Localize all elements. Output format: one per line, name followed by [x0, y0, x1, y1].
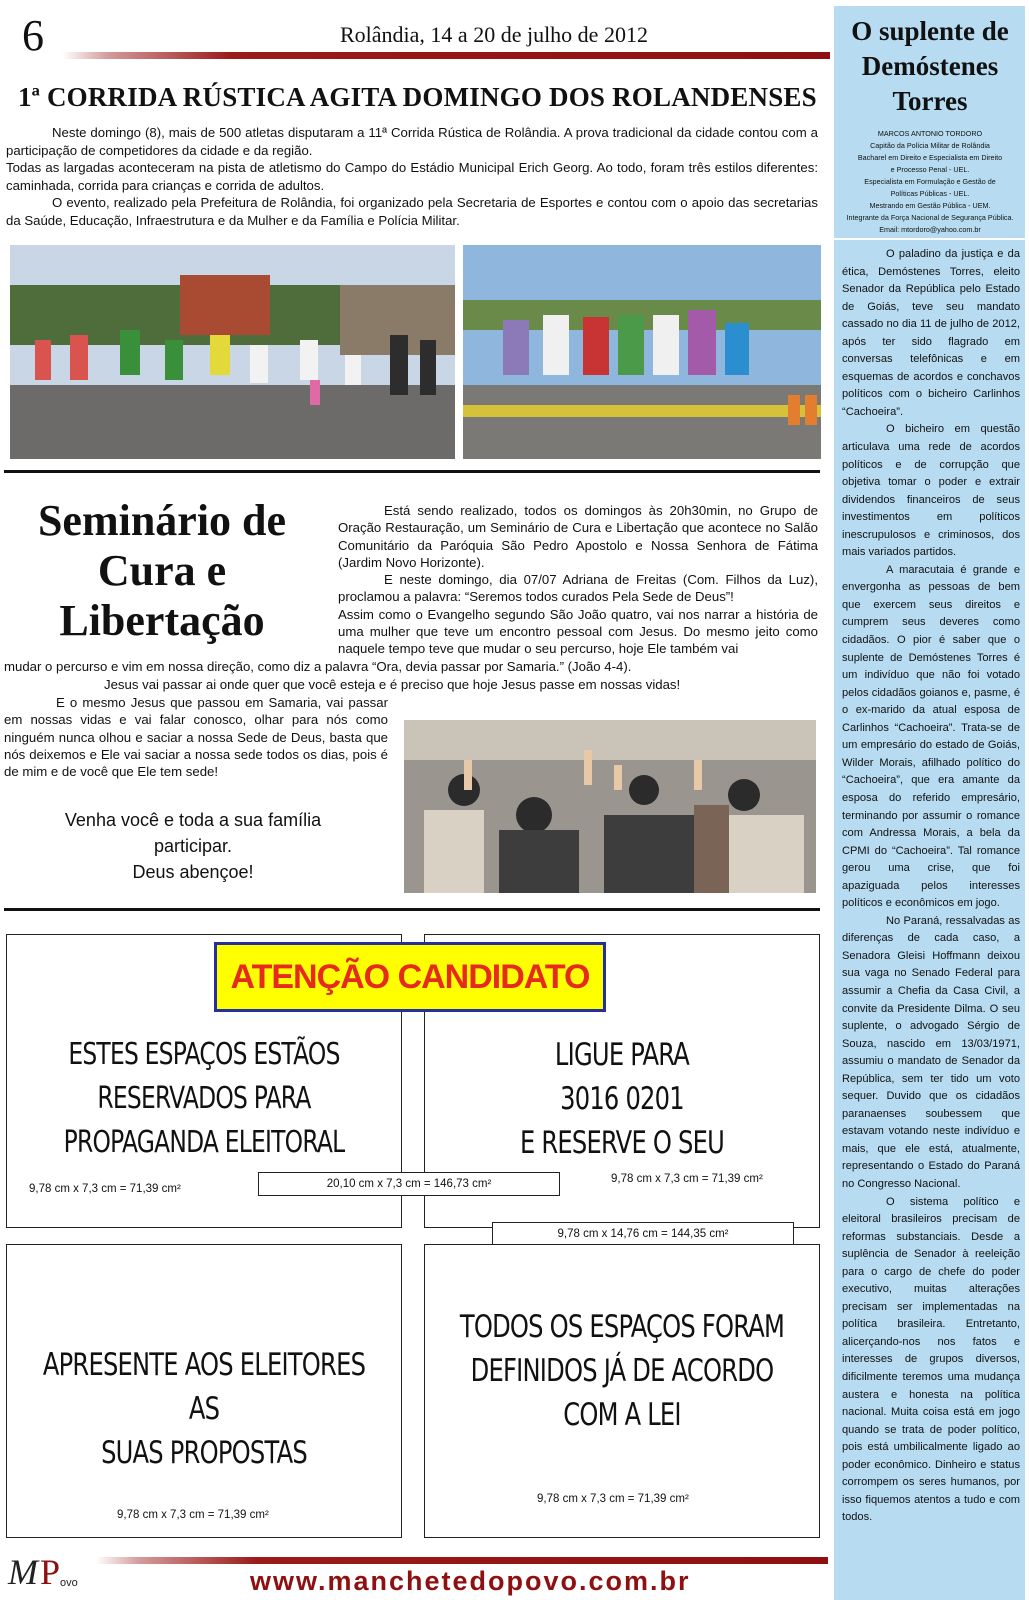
photo-children-race	[10, 245, 455, 459]
ad-box-defined-text	[453, 1305, 792, 1437]
dateline: Rolândia, 14 a 20 de julho de 2012	[340, 22, 648, 47]
sidebar-paragraph: O bicheiro em questão articulava uma rede de acordos políticos e de corrupção que objetiva tomar o poder e extrair dividendos financeiros de seus investimentos em políticos inescrupulosos e criminosos, dos mais variados partidos.	[842, 423, 1020, 559]
section-divider	[4, 470, 820, 473]
ad-tall-measure: 9,78 cm x 14,76 cm = 144,35 cm²	[492, 1222, 794, 1246]
section-divider	[4, 908, 820, 911]
byline-line: Bacharel em Direito e Especialista em Direito	[857, 153, 1003, 162]
ad-box-proposals-text	[27, 1343, 381, 1475]
attention-candidate-banner: ATENÇÃO CANDIDATO	[214, 942, 606, 1012]
article2-paragraph: Assim como o Evangelho segundo São João quatro, vai nos narrar a história de uma mulher que teve um encontro pessoal com Jesus. Do mesmo jeito como naquele tempo teve que mudar o seu percurso, hoje Ele também vai	[338, 606, 818, 657]
ad-wide-measure: 20,10 cm x 7,3 cm = 146,73 cm²	[258, 1172, 560, 1196]
ad-line: ESTES ESPAÇOS ESTÃOS	[68, 1037, 340, 1072]
ad-line: SUAS PROPOSTAS	[101, 1435, 307, 1471]
sidebar-divider	[834, 238, 1025, 240]
article2-headline-line: Seminário de	[37, 496, 287, 545]
article2-wide-paragraph: Jesus vai passar ai onde quer que você esteja e é preciso que hoje Jesus passe em nossas vidas!	[104, 677, 681, 692]
ad-box-defined-spaces	[424, 1244, 820, 1538]
sidebar-paragraph: A maracutaia é grande e envergonha as pessoas de bem que exercem seus direitos e cumprem seus deveres como cidadãos. O pior é saber que o suplente de Demóstenes Torres é um indivíduo que não foi votado pelos cidadãos goianos e, pasme, é o ex-marido da atual esposa de Carlinhos “Cachoeira”. Trata-se de um empresário do estado de Goiás, Wilder Morais, afilhado político do “Cachoeira”, que era amante da esposa do referido empresário, terminando por assumir o romance com Andressa Morais, a bela da CPMI do “Cachoeira”. Tal romance gerou uma crise, que foi apaziguada pelos interesses políticos e econômicos em jogo.	[842, 563, 1020, 910]
sidebar-paragraph: No Paraná, ressalvadas as diferenças de cada caso, a Senadora Gleisi Hoffmann deixou sua vaga no Senado Federal para assumir a Chefia da Casa Civil, a convite da Presidente Dilma. O seu suplente, o advogado Sérgio de Souza, nascido em 13/03/1971, assumiu o mandato de Senador da República, sem ter tido um voto sequer. Duvido que os cidadãos paranaenses soubessem que estavam votando neste indivíduo e mais, que ele está, atualmente, representando o Estado do Paraná no Congresso Nacional.	[842, 914, 1020, 1190]
sidebar-paragraph: O sistema político e eleitoral brasileiros precisam de reformas substanciais. Desde a suplência de Senador à reeleição para o cargo de chefe do poder executivo, muitas alterações precisam ser implementadas na política brasileira. Entretanto, alicerçando-nos nos fatos e interesses de grupos diversos, dificilmente teremos uma mudança austera e honesta na política nacional. Muita coisa está em jogo quando se trata de poder político, pois está umbilicalmente ligado ao poder econômico. Dinheiro e status corrompem os seres humanos, por isso fiquemos atentos a tudo e com todos.	[842, 1195, 1020, 1524]
byline-line: Capitão da Polícia Militar de Rolândia	[870, 141, 990, 150]
ad-line: PROPAGANDA ELEITORAL	[63, 1125, 345, 1160]
sidebar-byline	[838, 128, 1022, 236]
article1-paragraph: Todas as largadas aconteceram na pista de atletismo do Campo do Estádio Municipal Erich Georg. Ao todo, foram três estilos diferentes: caminhada, corrida para crianças e corrida de adultos.	[6, 160, 818, 193]
sidebar-paragraph: O paladino da justiça e da ética, Demóstenes Torres, eleito Senador da República pelo Estado de Goiás, teve seu mandato cassado no dia 11 de julho de 2012, após ter sido flagrado em conversas telefônicas e em esquemas de acordos e conchavos políticos com o bicheiro Carlinhos “Cachoeira”.	[842, 248, 1020, 418]
page-number: 6	[22, 11, 44, 60]
header-red-bar	[62, 52, 830, 59]
article2-paragraph: Está sendo realizado, todos os domingos às 20h30min, no Grupo de Oração Restauração, um Seminário de Cura e Libertação que acontece no Salão Comunitário da Paróquia São Pedro Apostolo e Nossa Senhora de Fátima (Jardim Novo Horizonte).	[338, 503, 818, 570]
article2-narrow-paragraph: E o mesmo Jesus que passou em Samaria, vai passar em nossas vidas e vai falar conosco, olhar para nós como ninguém nunca olhou e saciar a nossa Sede de Deus, basta que nós deixemos e Ele vai saciar a nossa sede todos os dias, pois é de mim e de você que Ele tem sede!	[4, 695, 388, 780]
byline-line: Políticas Públicas - UEL.	[890, 189, 970, 198]
sidebar-title-line: O suplente de	[851, 16, 1009, 46]
ad-line: LIGUE PARA	[554, 1037, 690, 1073]
ad-measure: 9,78 cm x 7,3 cm = 71,39 cm²	[29, 1183, 181, 1195]
ad-line: 3016 0201	[560, 1081, 684, 1117]
footer-url[interactable]: www.manchetedopovo.com.br	[250, 1566, 691, 1596]
svg-text:ovo: ovo	[60, 1577, 78, 1589]
byline-line: Especialista em Formulação e Gestão de	[864, 177, 996, 186]
article1-body	[6, 124, 818, 229]
byline-line: Mestrando em Gestão Pública - UEM.	[869, 201, 991, 210]
ad-line: E RESERVE O SEU	[519, 1125, 724, 1161]
ad-line: DEFINIDOS JÁ DE ACORDO	[470, 1353, 774, 1389]
byline-line: MARCOS ANTONIO TORDORO	[877, 129, 983, 138]
article2-wide-line: mudar o percurso e vim em nossa direção, como diz a palavra “Ora, devia passar por Samaria.” (João 4-4).	[4, 659, 632, 674]
invitation-line: Venha você e toda a sua família	[64, 810, 322, 830]
ad-line: COM A LEI	[563, 1397, 681, 1433]
ad-line: APRESENTE AOS ELEITORES AS	[42, 1347, 366, 1427]
ad-box-call-text	[468, 1033, 775, 1165]
sidebar-title-line: Demóstenes	[861, 51, 999, 81]
invitation-line: Deus abençoe!	[132, 862, 254, 882]
sidebar-title-line: Torres	[892, 86, 968, 116]
article2-headline-line: Libertação	[59, 596, 265, 645]
photo-children-race-image	[10, 245, 455, 459]
svg-text:M: M	[8, 1552, 38, 1592]
article2-invitation	[28, 807, 358, 885]
publication-logo	[6, 1546, 86, 1592]
ad-box-proposals	[6, 1244, 402, 1538]
svg-text:P: P	[40, 1552, 61, 1592]
article1-headline: 1ª CORRIDA RÚSTICA AGITA DOMINGO DOS ROLANDENSES	[18, 82, 817, 112]
article1-paragraph: O evento, realizado pela Prefeitura de Rolândia, foi organizado pela Secretaria de Esportes e contou com o apoio das secretarias da Saúde, Educação, Infraestrutura e da Mulher e da Família e Polícia Militar.	[6, 195, 818, 228]
ad-measure: 9,78 cm x 7,3 cm = 71,39 cm²	[117, 1509, 269, 1521]
byline-line: e Processo Penal - UEL.	[890, 165, 970, 174]
sidebar-body	[842, 246, 1020, 1527]
article1-paragraph: Neste domingo (8), mais de 500 atletas disputaram a 11ª Corrida Rústica de Rolândia. A prova tradicional da cidade contou com a participação de competidores da cidade e da região.	[6, 125, 818, 158]
ad-box-reserved-text	[50, 1033, 357, 1165]
photo-adult-runners-image	[463, 245, 821, 459]
photo-adult-runners	[463, 245, 821, 459]
ad-line: RESERVADOS PARA	[97, 1081, 311, 1116]
article2-headline	[12, 496, 312, 646]
ad-measure: 9,78 cm x 7,3 cm = 71,39 cm²	[537, 1493, 689, 1505]
photo-prayer-group-image	[404, 720, 816, 893]
ad-line: TODOS OS ESPAÇOS FORAM	[459, 1309, 785, 1345]
logo-mark	[6, 1546, 86, 1592]
ad-measure: 9,78 cm x 7,3 cm = 71,39 cm²	[611, 1173, 763, 1185]
footer-red-bar	[96, 1557, 828, 1564]
article2-headline-line: Cura e	[97, 546, 227, 595]
photo-prayer-group	[404, 720, 816, 893]
article2-column	[338, 502, 818, 658]
invitation-line: participar.	[153, 836, 233, 856]
sidebar-title	[838, 14, 1022, 119]
byline-line: Integrante da Força Nacional de Segurança Pública.	[846, 213, 1014, 222]
article2-paragraph: E neste domingo, dia 07/07 Adriana de Freitas (Com. Filhos da Luz), proclamou a palavra: “Seremos todos curados Pela Sede de Deus”!	[338, 572, 818, 605]
byline-line: Email: mtordoro@yahoo.com.br	[879, 225, 981, 234]
